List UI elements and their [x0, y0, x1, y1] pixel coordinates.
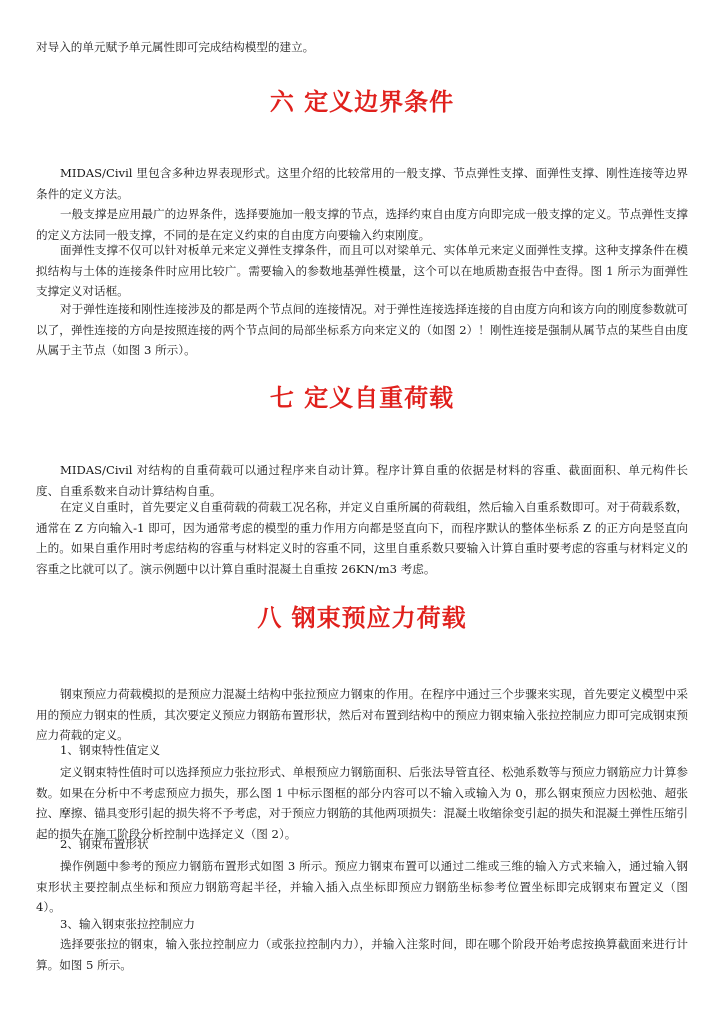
- section-8-subheading-3: 3、输入钢束张拉控制应力: [60, 917, 195, 931]
- section-8-paragraph-3: 操作例题中参考的预应力钢筋布置形式如图 3 所示。预应力钢束布置可以通过二维或三维的输入方式来输入，通过输入钢束形状主要控制点坐标和预应力钢筋弯起半径，并输入插入点坐标即预应力钢筋坐标参考位置坐标即完成钢束布置定义（图 4）。: [36, 859, 688, 914]
- section-6-heading: 六 定义边界条件: [269, 88, 455, 116]
- section-8-subheading-2: 2、钢束布置形状: [60, 837, 149, 851]
- section-8-subheading-1: 1、钢束特性值定义: [60, 743, 161, 757]
- section-8-heading: 八 钢束预应力荷载: [257, 604, 467, 632]
- intro-paragraph: 对导入的单元赋予单元属性即可完成结构模型的建立。: [36, 40, 315, 54]
- section-6-paragraph-4: 对于弹性连接和刚性连接涉及的都是两个节点间的连接情况。对于弹性连接选择连接的自由度方向和该方向的刚度参数就可以了，弹性连接的方向是按照连接的两个节点间的局部坐标系方向来定义的（如图 2）！刚性连接是强制从属节点的某些自由度从属于主节点（如图 3 所示）。: [36, 302, 688, 357]
- section-8-paragraph-1: 钢束预应力荷载模拟的是预应力混凝土结构中张拉预应力钢束的作用。在程序中通过三个步骤来实现，首先要定义模型中采用的预应力钢束的性质，其次要定义预应力钢筋布置形状，然后对布置到结构中的预应力钢束输入张拉控制应力即可完成钢束预应力荷载的定义。: [36, 687, 688, 742]
- section-8-paragraph-2: 定义钢束特性值时可以选择预应力张拉形式、单根预应力钢筋面积、后张法导管直径、松弛系数等与预应力钢筋应力计算参数。如果在分析中不考虑预应力损失，那么图 1 中标示图框的部分内容可以不输入或输入为 0，那么钢束预应力因松弛、超张拉、摩擦、锚具变形引起的损失将不予考虑，对于预应力钢筋的其他两项损失：混凝土收缩徐变引起的损失和混凝土弹性压缩引起的损失在施工阶段分析控制中选择定义（图 2）。: [36, 765, 688, 841]
- section-7-paragraph-2: 在定义自重时，首先要定义自重荷载的荷载工况名称，并定义自重所属的荷载组，然后输入自重系数即可。对于荷载系数，通常在 Z 方向输入-1 即可，因为通常考虑的模型的重力作用方向都是竖直向下，而程序默认的整体坐标系 Z 的正方向是竖直向上的。如果自重作用时考虑结构的容重与材料定义时的容重不同，这里自重系数只要输入计算自重时要考虑的容重与材料定义的容重之比就可以了。演示例题中以计算自重时混凝土自重按 26KN/m3 考虑。: [36, 500, 688, 576]
- section-7-heading: 七 定义自重荷载: [269, 384, 455, 412]
- section-7-paragraph-1: MIDAS/Civil 对结构的自重荷载可以通过程序来自动计算。程序计算自重的依据是材料的容重、截面面积、单元构件长度、自重系数来自动计算结构自重。: [36, 463, 688, 498]
- section-6-paragraph-1: MIDAS/Civil 里包含多种边界表现形式。这里介绍的比较常用的一般支撑、节点弹性支撑、面弹性支撑、刚性连接等边界条件的定义方法。: [36, 166, 688, 201]
- section-6-paragraph-3: 面弹性支撑不仅可以针对板单元来定义弹性支撑条件，而且可以对梁单元、实体单元来定义面弹性支撑。这种支撑条件在模拟结构与土体的连接条件时应用比较广。需要输入的参数地基弹性模量，这个可以在地质勘查报告中查得。图 1 所示为面弹性支撑定义对话框。: [36, 243, 688, 298]
- section-6-paragraph-2: 一般支撑是应用最广的边界条件，选择要施加一般支撑的节点，选择约束自由度方向即完成一般支撑的定义。节点弹性支撑的定义方法同一般支撑，不同的是在定义约束的自由度方向要输入约束刚度。: [36, 207, 688, 242]
- section-8-paragraph-4: 选择要张拉的钢束，输入张拉控制应力（或张拉控制内力），并输入注浆时间，即在哪个阶段开始考虑按换算截面来进行计算。如图 5 所示。: [36, 937, 688, 972]
